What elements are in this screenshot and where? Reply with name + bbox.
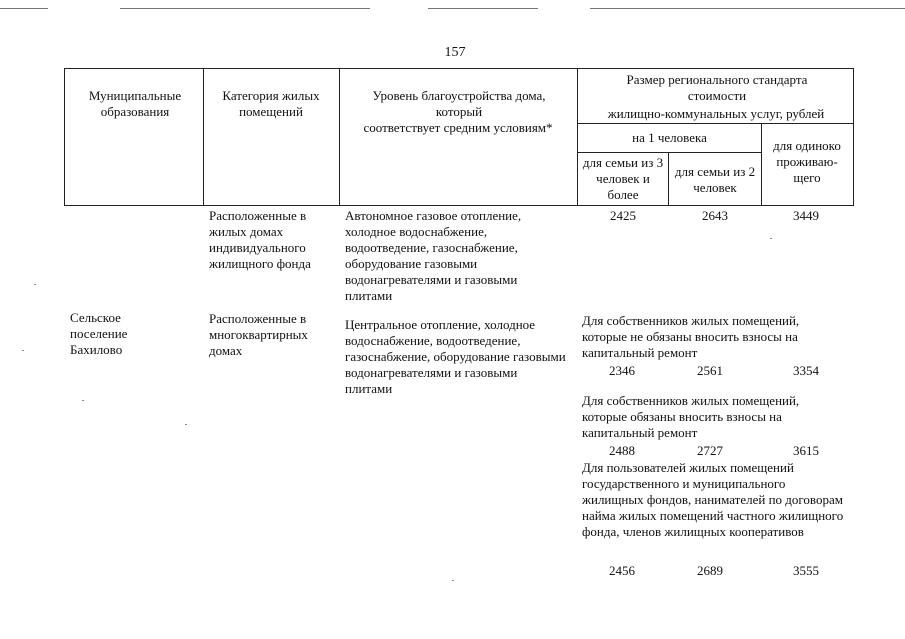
group-c-value-family2: 2689: [697, 563, 723, 578]
scan-speck: [34, 284, 36, 285]
row1-value-family2: 2643: [702, 208, 728, 223]
row2-municipality: Сельское поселение Бахилово: [70, 310, 128, 357]
header-level-line2: соответствует средним условиям*: [363, 120, 553, 135]
group-a-value-family2: 2561: [697, 363, 723, 378]
header-category: Категория жилых помещений: [222, 88, 320, 119]
scan-edge-line: [120, 8, 370, 9]
scan-edge-line: [428, 8, 538, 9]
scan-edge-line: [0, 8, 48, 9]
scan-edge-line: [590, 8, 905, 9]
header-standard-line1: Размер регионального стандарта стоимости: [626, 72, 808, 103]
group-a-value-family3: 2346: [609, 363, 635, 378]
group-b-value-family2: 2727: [697, 443, 723, 458]
row2-level: Центральное отопление, холодное водоснабжение, водоотведение, газоснабжение, оборудование газовыми водонагревателями и газовыми плитами: [345, 317, 566, 396]
header-level-line1: Уровень благоустройства дома, который: [372, 88, 546, 119]
scan-speck: [22, 350, 24, 351]
row1-value-family3: 2425: [610, 208, 636, 223]
scan-speck: [452, 580, 454, 581]
scan-speck: [82, 400, 84, 401]
group-a-label: Для собственников жилых помещений, которые не обязаны вносить взносы на капитальный ремонт: [582, 313, 800, 360]
header-standard-line2: жилищно-коммунальных услуг, рублей: [607, 106, 825, 121]
scan-speck: [185, 424, 187, 425]
group-b-label: Для собственников жилых помещений, которые обязаны вносить взносы на капитальный ремонт: [582, 393, 800, 440]
header-family-2: для семьи из 2 человек: [674, 164, 756, 195]
header-single: для одиноко проживаю-щего: [773, 138, 841, 185]
row1-category: Расположенные в жилых домах индивидуального жилищного фонда: [209, 208, 311, 271]
page-number: 157: [444, 45, 466, 60]
scan-speck: [770, 238, 772, 239]
row1-value-single: 3449: [793, 208, 819, 223]
group-c-value-family3: 2456: [609, 563, 635, 578]
group-b-value-family3: 2488: [609, 443, 635, 458]
group-c-label: Для пользователей жилых помещений государственного и муниципального жилищных фондов, нанимателей по договорам найма жилых помещений частного жилищного фонда, членов жилищных кооперативов: [582, 460, 844, 539]
group-c-value-single: 3555: [793, 563, 819, 578]
header-per-person: на 1 человека: [632, 130, 707, 145]
group-b-value-single: 3615: [793, 443, 819, 458]
header-family-3: для семьи из 3 человек и более: [582, 155, 664, 202]
row1-level: Автономное газовое отопление, холодное водоснабжение, водоотведение, газоснабжение, оборудование газовыми водонагревателями и газовыми плитами: [345, 208, 522, 303]
header-municipality: Муниципальные образования: [88, 88, 182, 119]
row2-category: Расположенные в многоквартирных домах: [209, 311, 308, 358]
group-a-value-single: 3354: [793, 363, 819, 378]
